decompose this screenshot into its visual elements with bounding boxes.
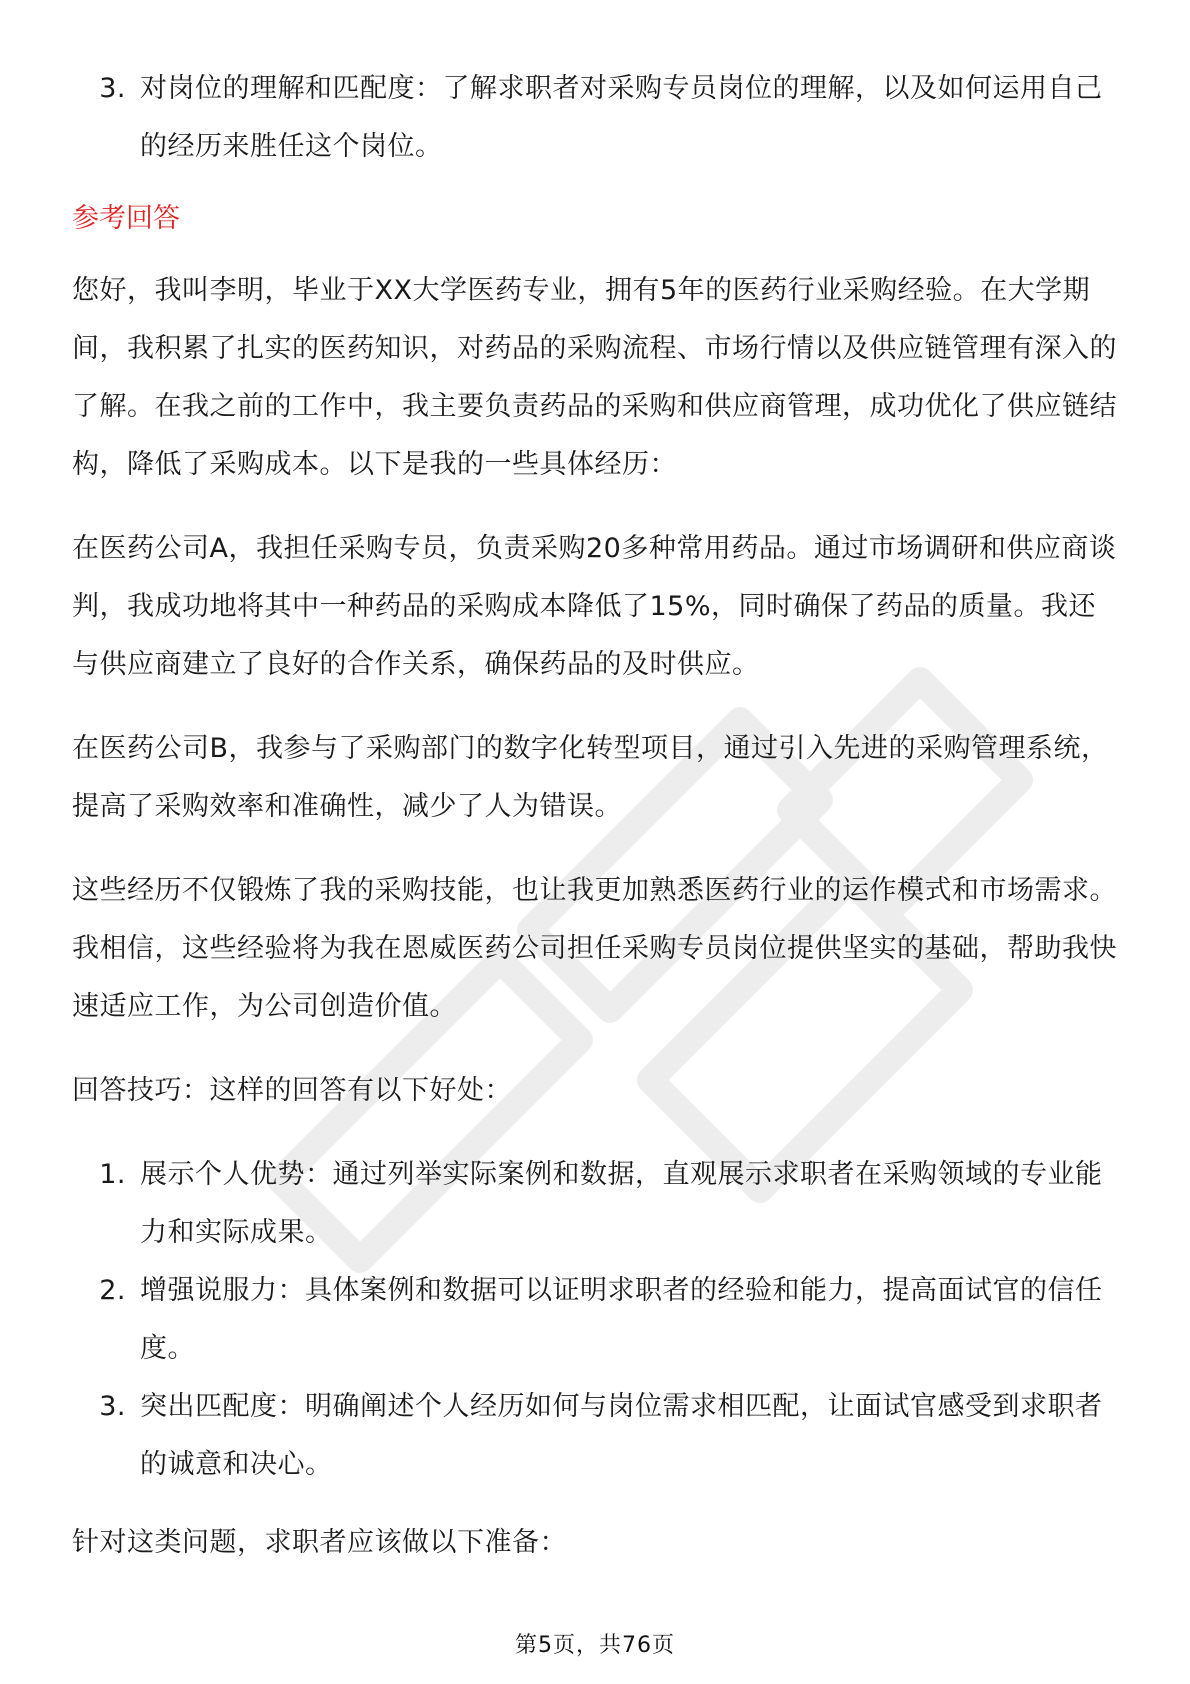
- list-item-text: 对岗位的理解和匹配度：了解求职者对采购专员岗位的理解，以及如何运用自己的经历来胜任这个岗位。: [140, 73, 1103, 162]
- tip-item-1: [72, 1146, 1122, 1262]
- list-item-text: 增强说服力：具体案例和数据可以证明求职者的经验和能力，提高面试官的信任度。: [140, 1275, 1103, 1364]
- page-footer: 第5页，共76页: [515, 1633, 675, 1658]
- answer-paragraph-4: 这些经历不仅锻炼了我的采购技能，也让我更加熟悉医药行业的运作模式和市场需求。我相信，这些经验将为我在恩威医药公司担任采购专员岗位提供坚实的基础，帮助我快速适应工作，为公司创造价值。: [72, 875, 1117, 1022]
- section-heading: 参考回答: [72, 203, 180, 234]
- list-item-text: 展示个人优势：通过列举实际案例和数据，直观展示求职者在采购领域的专业能力和实际成果。: [140, 1159, 1103, 1248]
- tips-list: [72, 1146, 1122, 1494]
- list-number: 1.: [99, 1159, 126, 1190]
- list-number: 3.: [99, 1391, 126, 1422]
- list-number: 2.: [99, 1275, 126, 1306]
- list-item-text: 突出匹配度：明确阐述个人经历如何与岗位需求相匹配，让面试官感受到求职者的诚意和决心。: [140, 1391, 1103, 1480]
- answer-paragraph-2: 在医药公司A，我担任采购专员，负责采购20多种常用药品。通过市场调研和供应商谈判，我成功地将其中一种药品的采购成本降低了15%，同时确保了药品的质量。我还与供应商建立了良好的合作关系，确保药品的及时供应。: [72, 533, 1117, 680]
- answer-paragraph-1: 您好，我叫李明，毕业于XX大学医药专业，拥有5年的医药行业采购经验。在大学期间，我积累了扎实的医药知识，对药品的采购流程、市场行情以及供应链管理有深入的了解。在我之前的工作中，我主要负责药品的采购和供应商管理，成功优化了供应链结构，降低了采购成本。以下是我的一些具体经历：: [72, 275, 1117, 480]
- closing-paragraph: 针对这类问题，求职者应该做以下准备：: [72, 1527, 567, 1558]
- list-number: 3.: [99, 73, 126, 104]
- tip-item-3: [72, 1378, 1122, 1494]
- answer-paragraph-3: 在医药公司B，我参与了采购部门的数字化转型项目，通过引入先进的采购管理系统，提高了采购效率和准确性，减少了人为错误。: [72, 733, 1109, 822]
- tips-intro: 回答技巧：这样的回答有以下好处：: [72, 1075, 512, 1106]
- document-body: [72, 60, 1122, 1598]
- question-item-3: [72, 60, 1122, 176]
- tip-item-2: [72, 1262, 1122, 1378]
